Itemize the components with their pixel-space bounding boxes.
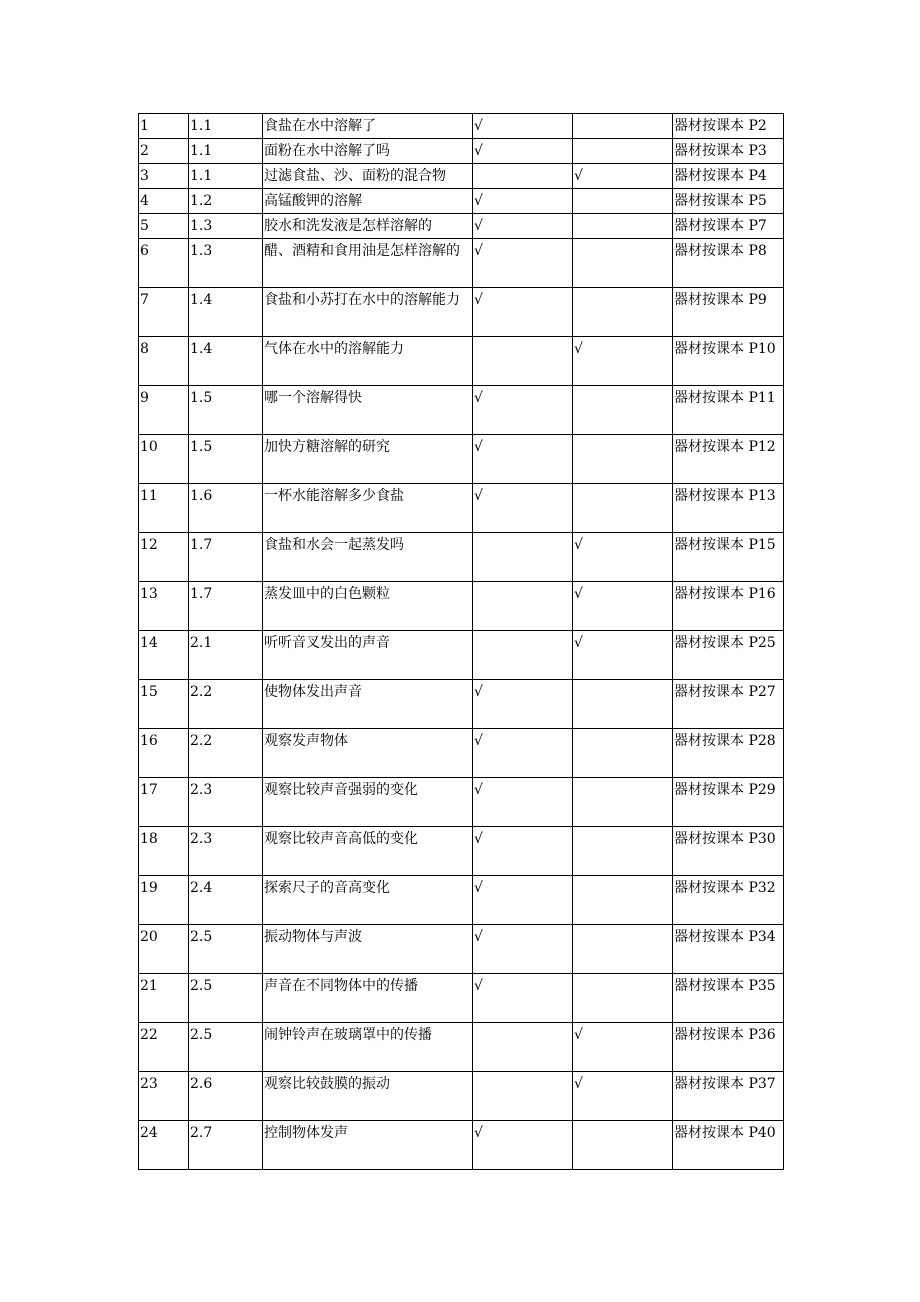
table-row (139, 876, 784, 925)
experiment-table (138, 113, 784, 1170)
group-experiment-check-cell (473, 337, 573, 386)
table-row (139, 582, 784, 631)
demo-experiment-check-cell: √ (573, 631, 673, 680)
experiment-name-cell: 食盐和水会一起蒸发吗 (263, 533, 473, 582)
row-number-cell: 23 (139, 1072, 189, 1121)
group-experiment-check-cell (473, 582, 573, 631)
equipment-note-cell: 器材按课本 P36 (673, 1023, 784, 1072)
table-row (139, 239, 784, 288)
section-cell: 2.6 (189, 1072, 263, 1121)
experiment-name-cell: 使物体发出声音 (263, 680, 473, 729)
group-experiment-check-cell: √ (473, 974, 573, 1023)
experiment-name-cell: 气体在水中的溶解能力 (263, 337, 473, 386)
demo-experiment-check-cell: √ (573, 582, 673, 631)
demo-experiment-check-cell (573, 876, 673, 925)
section-cell: 1.4 (189, 337, 263, 386)
demo-experiment-check-cell (573, 189, 673, 214)
experiment-name-cell: 探索尺子的音高变化 (263, 876, 473, 925)
experiment-name-cell: 振动物体与声波 (263, 925, 473, 974)
equipment-note-cell: 器材按课本 P30 (673, 827, 784, 876)
table-row (139, 337, 784, 386)
section-cell: 1.3 (189, 214, 263, 239)
demo-experiment-check-cell (573, 139, 673, 164)
row-number-cell: 8 (139, 337, 189, 386)
section-cell: 2.5 (189, 1023, 263, 1072)
table-row (139, 533, 784, 582)
equipment-note-cell: 器材按课本 P2 (673, 114, 784, 139)
group-experiment-check-cell (473, 164, 573, 189)
equipment-note-cell: 器材按课本 P35 (673, 974, 784, 1023)
equipment-note-cell: 器材按课本 P4 (673, 164, 784, 189)
row-number-cell: 9 (139, 386, 189, 435)
group-experiment-check-cell: √ (473, 239, 573, 288)
section-cell: 2.5 (189, 925, 263, 974)
row-number-cell: 20 (139, 925, 189, 974)
demo-experiment-check-cell (573, 925, 673, 974)
section-cell: 1.3 (189, 239, 263, 288)
section-cell: 1.2 (189, 189, 263, 214)
table-row (139, 925, 784, 974)
group-experiment-check-cell: √ (473, 680, 573, 729)
group-experiment-check-cell (473, 1023, 573, 1072)
row-number-cell: 14 (139, 631, 189, 680)
experiment-name-cell: 食盐和小苏打在水中的溶解能力 (263, 288, 473, 337)
demo-experiment-check-cell: √ (573, 1072, 673, 1121)
table-row (139, 827, 784, 876)
row-number-cell: 12 (139, 533, 189, 582)
demo-experiment-check-cell (573, 386, 673, 435)
group-experiment-check-cell (473, 631, 573, 680)
experiment-name-cell: 高锰酸钾的溶解 (263, 189, 473, 214)
experiment-name-cell: 加快方糖溶解的研究 (263, 435, 473, 484)
equipment-note-cell: 器材按课本 P10 (673, 337, 784, 386)
experiment-name-cell: 胶水和洗发液是怎样溶解的 (263, 214, 473, 239)
row-number-cell: 21 (139, 974, 189, 1023)
experiment-name-cell: 一杯水能溶解多少食盐 (263, 484, 473, 533)
equipment-note-cell: 器材按课本 P28 (673, 729, 784, 778)
table-row (139, 680, 784, 729)
demo-experiment-check-cell (573, 729, 673, 778)
table-row (139, 435, 784, 484)
row-number-cell: 4 (139, 189, 189, 214)
table-row (139, 164, 784, 189)
equipment-note-cell: 器材按课本 P12 (673, 435, 784, 484)
table-row (139, 1072, 784, 1121)
experiment-name-cell: 闹钟铃声在玻璃罩中的传播 (263, 1023, 473, 1072)
section-cell: 1.7 (189, 582, 263, 631)
experiment-name-cell: 观察比较鼓膜的振动 (263, 1072, 473, 1121)
equipment-note-cell: 器材按课本 P16 (673, 582, 784, 631)
section-cell: 1.1 (189, 114, 263, 139)
section-cell: 1.1 (189, 139, 263, 164)
experiment-name-cell: 食盐在水中溶解了 (263, 114, 473, 139)
section-cell: 1.6 (189, 484, 263, 533)
row-number-cell: 5 (139, 214, 189, 239)
row-number-cell: 22 (139, 1023, 189, 1072)
section-cell: 2.3 (189, 778, 263, 827)
experiment-name-cell: 声音在不同物体中的传播 (263, 974, 473, 1023)
equipment-note-cell: 器材按课本 P40 (673, 1121, 784, 1170)
demo-experiment-check-cell (573, 827, 673, 876)
equipment-note-cell: 器材按课本 P32 (673, 876, 784, 925)
group-experiment-check-cell (473, 1072, 573, 1121)
experiment-name-cell: 面粉在水中溶解了吗 (263, 139, 473, 164)
experiment-name-cell: 控制物体发声 (263, 1121, 473, 1170)
equipment-note-cell: 器材按课本 P8 (673, 239, 784, 288)
equipment-note-cell: 器材按课本 P9 (673, 288, 784, 337)
equipment-note-cell: 器材按课本 P13 (673, 484, 784, 533)
row-number-cell: 3 (139, 164, 189, 189)
demo-experiment-check-cell (573, 1121, 673, 1170)
table-row (139, 139, 784, 164)
row-number-cell: 19 (139, 876, 189, 925)
table-row (139, 214, 784, 239)
section-cell: 1.5 (189, 386, 263, 435)
section-cell: 2.2 (189, 680, 263, 729)
section-cell: 1.5 (189, 435, 263, 484)
group-experiment-check-cell: √ (473, 288, 573, 337)
section-cell: 1.7 (189, 533, 263, 582)
group-experiment-check-cell: √ (473, 876, 573, 925)
experiment-name-cell: 观察发声物体 (263, 729, 473, 778)
group-experiment-check-cell: √ (473, 1121, 573, 1170)
equipment-note-cell: 器材按课本 P7 (673, 214, 784, 239)
experiment-name-cell: 听听音叉发出的声音 (263, 631, 473, 680)
row-number-cell: 17 (139, 778, 189, 827)
table-row (139, 189, 784, 214)
row-number-cell: 18 (139, 827, 189, 876)
equipment-note-cell: 器材按课本 P3 (673, 139, 784, 164)
demo-experiment-check-cell (573, 974, 673, 1023)
equipment-note-cell: 器材按课本 P11 (673, 386, 784, 435)
experiment-name-cell: 过滤食盐、沙、面粉的混合物 (263, 164, 473, 189)
demo-experiment-check-cell (573, 435, 673, 484)
section-cell: 1.4 (189, 288, 263, 337)
demo-experiment-check-cell (573, 778, 673, 827)
row-number-cell: 16 (139, 729, 189, 778)
section-cell: 2.7 (189, 1121, 263, 1170)
equipment-note-cell: 器材按课本 P25 (673, 631, 784, 680)
group-experiment-check-cell: √ (473, 827, 573, 876)
table-row (139, 631, 784, 680)
table-row (139, 778, 784, 827)
table-row (139, 114, 784, 139)
row-number-cell: 2 (139, 139, 189, 164)
equipment-note-cell: 器材按课本 P34 (673, 925, 784, 974)
demo-experiment-check-cell (573, 114, 673, 139)
table-row (139, 1121, 784, 1170)
section-cell: 2.1 (189, 631, 263, 680)
row-number-cell: 13 (139, 582, 189, 631)
row-number-cell: 24 (139, 1121, 189, 1170)
section-cell: 2.5 (189, 974, 263, 1023)
experiment-name-cell: 哪一个溶解得快 (263, 386, 473, 435)
row-number-cell: 1 (139, 114, 189, 139)
demo-experiment-check-cell: √ (573, 337, 673, 386)
equipment-note-cell: 器材按课本 P15 (673, 533, 784, 582)
group-experiment-check-cell: √ (473, 778, 573, 827)
equipment-note-cell: 器材按课本 P37 (673, 1072, 784, 1121)
table-row (139, 729, 784, 778)
equipment-note-cell: 器材按课本 P29 (673, 778, 784, 827)
group-experiment-check-cell: √ (473, 114, 573, 139)
table-row (139, 288, 784, 337)
group-experiment-check-cell: √ (473, 484, 573, 533)
section-cell: 2.4 (189, 876, 263, 925)
table-row (139, 386, 784, 435)
section-cell: 2.2 (189, 729, 263, 778)
group-experiment-check-cell: √ (473, 386, 573, 435)
table-row (139, 974, 784, 1023)
section-cell: 1.1 (189, 164, 263, 189)
demo-experiment-check-cell (573, 214, 673, 239)
equipment-note-cell: 器材按课本 P5 (673, 189, 784, 214)
group-experiment-check-cell: √ (473, 925, 573, 974)
row-number-cell: 15 (139, 680, 189, 729)
demo-experiment-check-cell (573, 484, 673, 533)
demo-experiment-check-cell (573, 680, 673, 729)
experiment-name-cell: 观察比较声音强弱的变化 (263, 778, 473, 827)
experiment-name-cell: 蒸发皿中的白色颗粒 (263, 582, 473, 631)
table-body (139, 114, 784, 1170)
row-number-cell: 10 (139, 435, 189, 484)
row-number-cell: 6 (139, 239, 189, 288)
demo-experiment-check-cell: √ (573, 164, 673, 189)
demo-experiment-check-cell: √ (573, 533, 673, 582)
group-experiment-check-cell: √ (473, 729, 573, 778)
experiment-name-cell: 醋、酒精和食用油是怎样溶解的 (263, 239, 473, 288)
demo-experiment-check-cell (573, 288, 673, 337)
demo-experiment-check-cell (573, 239, 673, 288)
group-experiment-check-cell: √ (473, 189, 573, 214)
group-experiment-check-cell: √ (473, 139, 573, 164)
row-number-cell: 11 (139, 484, 189, 533)
group-experiment-check-cell: √ (473, 435, 573, 484)
row-number-cell: 7 (139, 288, 189, 337)
section-cell: 2.3 (189, 827, 263, 876)
equipment-note-cell: 器材按课本 P27 (673, 680, 784, 729)
table-row (139, 484, 784, 533)
demo-experiment-check-cell: √ (573, 1023, 673, 1072)
group-experiment-check-cell: √ (473, 214, 573, 239)
experiment-name-cell: 观察比较声音高低的变化 (263, 827, 473, 876)
table-row (139, 1023, 784, 1072)
group-experiment-check-cell (473, 533, 573, 582)
